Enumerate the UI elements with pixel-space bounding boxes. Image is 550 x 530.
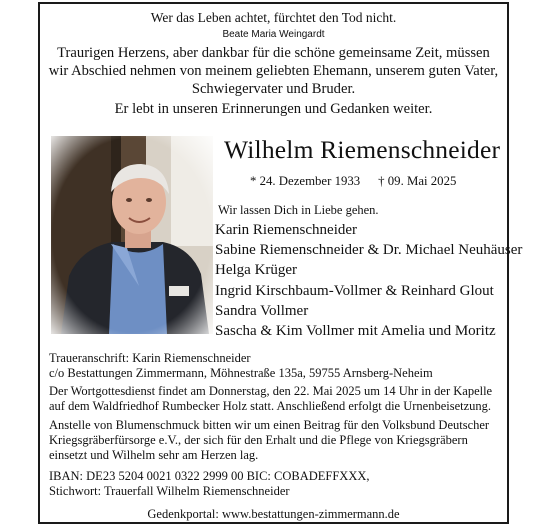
memory-line: Er lebt in unseren Erinnerungen und Gedanken weiter.	[114, 101, 433, 117]
memorial-portal-link[interactable]: Gedenkportal: www.bestattungen-zimmermann.de	[147, 507, 400, 521]
mourner-name: Sabine Riemenschneider & Dr. Michael Neuhäuser	[215, 242, 523, 259]
donation-request: Anstelle von Blumenschmuck bitten wir um einen Beitrag für den Volksbund Deutscher Kriegsgräberfürsorge e.V., der sich für den Erhalt und die Pflege von Kriegsgräbern einsetzt und Wilhelm sehr am Herzen lag.	[49, 418, 490, 463]
mourner-name: Sascha & Kim Vollmer mit Amelia und Moritz	[215, 323, 496, 340]
portrait-photo	[51, 136, 213, 334]
mourners-list	[215, 220, 522, 341]
portrait-illustration	[51, 136, 213, 334]
funeral-address	[49, 351, 433, 381]
motto-quote: Wer das Leben achtet, fürchtet den Tod nicht.	[150, 10, 397, 25]
obituary-frame	[38, 2, 523, 524]
intro-line: wir Abschied nehmen von meinem geliebten Ehemann, unserem guten Vater,	[48, 63, 499, 79]
death-date: † 09. Mai 2025	[378, 174, 457, 188]
mourner-name: Sandra Vollmer	[215, 302, 309, 319]
mourner-name: Ingrid Kirschbaum-Vollmer & Reinhard Glout	[215, 282, 494, 299]
deceased-name: Wilhelm Riemenschneider	[224, 135, 501, 164]
service-info: Der Wortgottesdienst findet am Donnerstag, den 22. Mai 2025 um 14 Uhr in der Kapelle auf dem Waldfriedhof Rumbecker Holz statt. Anschließend erfolgt die Urnenbeisetzung.	[49, 384, 493, 414]
birth-date: * 24. Dezember 1933	[250, 174, 361, 188]
bank-line: IBAN: DE23 5204 0021 0322 2999 00 BIC: COBADEFFXXX,	[49, 469, 370, 483]
motto-author: Beate Maria Weingardt	[222, 29, 325, 40]
mourner-name: Karin Riemenschneider	[215, 222, 358, 238]
bank-details	[49, 469, 370, 499]
intro-line: Schwiegervater und Bruder.	[191, 81, 356, 97]
address-line: Traueranschrift: Karin Riemenschneider	[49, 351, 251, 365]
intro-text	[40, 44, 507, 98]
address-line: c/o Bestattungen Zimmermann, Möhnestraße 135a, 59755 Arnsberg-Neheim	[49, 366, 433, 381]
bank-line: Stichwort: Trauerfall Wilhelm Riemenschneider	[49, 484, 290, 499]
mourner-name: Helga Krüger	[215, 262, 298, 279]
intro-line: Traurigen Herzens, aber dankbar für die schöne gemeinsame Zeit, müssen	[57, 45, 490, 61]
mourners-intro: Wir lassen Dich in Liebe gehen.	[218, 203, 379, 217]
life-dates	[250, 174, 456, 189]
